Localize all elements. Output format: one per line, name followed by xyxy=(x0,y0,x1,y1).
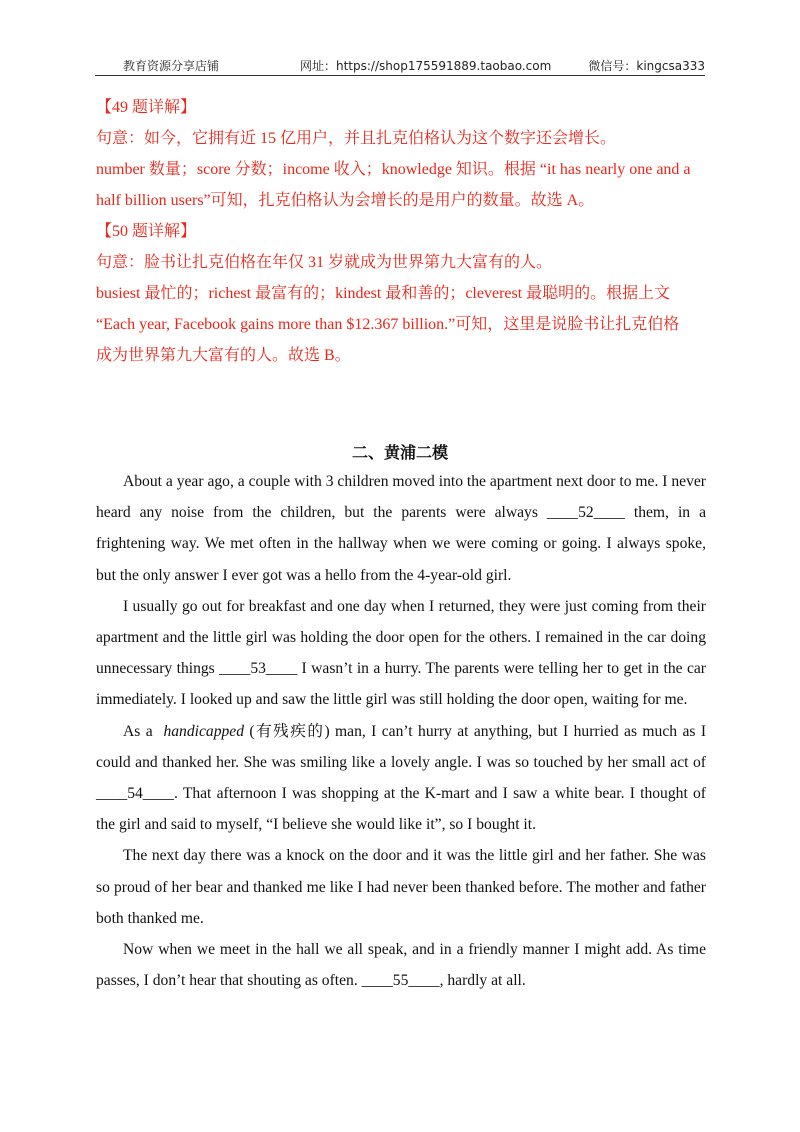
passage-paragraph-1: About a year ago, a couple with 3 children moved into the apartment next door to me. I never heard any noise from the children, but the parents were always ____52____ them, in a frightening way. We met often in the hallway when we were coming or going. I always spoke, but the only answer I ever got was a hello from the 4-year-old girl. xyxy=(96,473,706,584)
section-title: 二、黄浦二模 xyxy=(351,443,448,462)
shop-url[interactable]: 网址：https://shop175591889.taobao.com xyxy=(300,59,552,73)
p3-start: As a xyxy=(123,722,153,740)
q50-meaning: 句意：脸书让扎克伯格在年仅 31 岁就成为世界第九大富有的人。 xyxy=(96,254,553,271)
wechat-id: 微信号：kingcsa333 xyxy=(588,59,705,73)
q50-analysis-line3: 成为世界第九大富有的人。故选 B。 xyxy=(96,347,351,364)
q50-analysis-line2: “Each year, Facebook gains more than $12.367 billion.”可知，这里是说脸书让扎克伯格 xyxy=(96,316,680,333)
q49-heading: 【49 题详解】 xyxy=(96,99,197,116)
passage-paragraph-3 xyxy=(96,716,706,841)
shop-name: 教育资源分享店铺 xyxy=(123,59,220,73)
q49-analysis-line2: half billion users”可知，扎克伯格认为会增长的是用户的数量。故选 A。 xyxy=(96,192,595,209)
passage-paragraph-4: The next day there was a knock on the door and it was the little girl and her father. She was so proud of her bear and thanked me like I had never been thanked before. The mother and father both thanked me. xyxy=(96,847,706,927)
p3-rest: (有残疾的) man, I can’t hurry at anything, but I hurried as much as I could and thanked her. She was smiling like a lovely angle. I was so touched by her small act of ____54____. That afternoon I was shopping at the K-mart and I saw a white bear. I thought of the girl and said to myself, “I believe she would like it”, so I bought it. xyxy=(96,722,707,834)
vocab-word-handicapped: handicapped xyxy=(163,722,245,740)
q50-heading: 【50 题详解】 xyxy=(96,223,197,240)
passage-paragraph-2: I usually go out for breakfast and one day when I returned, they were just coming from their apartment and the little girl was holding the door open for the others. I remained in the car doing unnecessary things ____53____ I wasn’t in a hurry. The parents were telling her to get in the car immediately. I looked up and saw the little girl was still holding the door open, waiting for me. xyxy=(96,597,706,709)
q50-analysis-line1: busiest 最忙的；richest 最富有的；kindest 最和善的；cleverest 最聪明的。根据上文 xyxy=(96,285,671,302)
cloze-passage xyxy=(96,466,706,996)
answer-explanations xyxy=(96,92,706,371)
page-header xyxy=(95,55,705,76)
q49-meaning: 句意：如今，它拥有近 15 亿用户，并且扎克伯格认为这个数字还会增长。 xyxy=(96,130,617,147)
passage-paragraph-5: Now when we meet in the hall we all speak, and in a friendly manner I might add. As time passes, I don’t hear that shouting as often. ____55____, hardly at all. xyxy=(96,941,706,990)
q49-analysis-line1: number 数量；score 分数；income 收入；knowledge 知识。根据 “it has nearly one and a xyxy=(96,161,691,178)
